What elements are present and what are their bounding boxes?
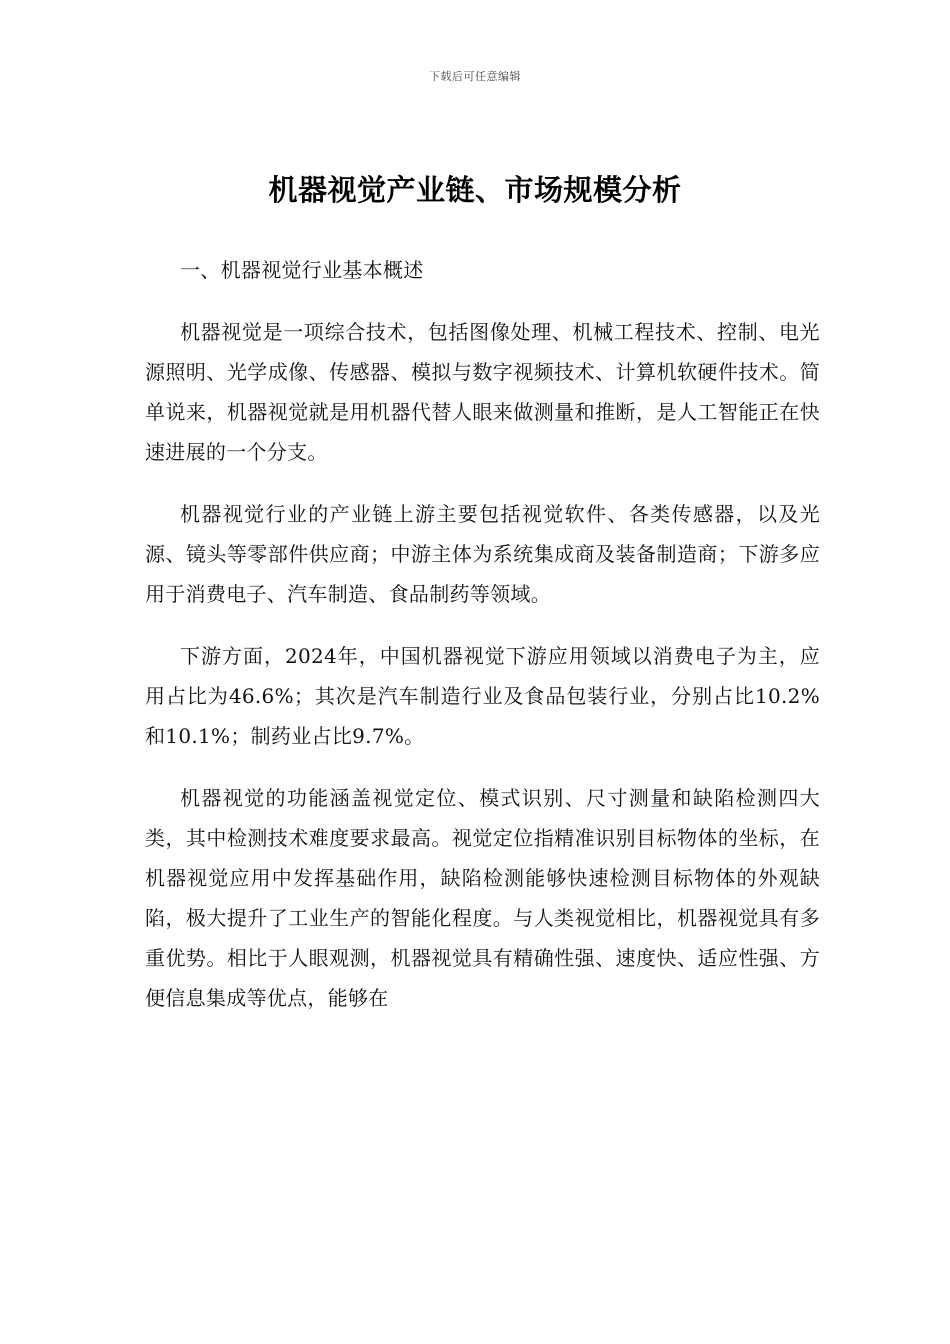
document-title: 机器视觉产业链、市场规模分析 bbox=[268, 173, 682, 207]
paragraph-overview: 机器视觉是一项综合技术，包括图像处理、机械工程技术、控制、电光源照明、光学成像、传感器、模拟与数字视频技术、计算机软硬件技术。简单说来，机器视觉就是用机器代替人眼来做测量和推断，是人工智能正在快速进展的一个分支。 bbox=[145, 320, 820, 464]
paragraph-downstream: 下游方面，2024年，中国机器视觉下游应用领域以消费电子为主，应用占比为46.6%；其次是汽车制造行业及食品包装行业，分别占比10.2%和10.1%；制药业占比9.7%。 bbox=[145, 644, 820, 748]
header-note: 下载后可任意编辑 bbox=[429, 70, 521, 83]
section-heading: 一、机器视觉行业基本概述 bbox=[180, 258, 424, 282]
paragraph-functions: 机器视觉的功能涵盖视觉定位、模式识别、尺寸测量和缺陷检测四大类，其中检测技术难度要求最高。视觉定位指精准识别目标物体的坐标，在机器视觉应用中发挥基础作用，缺陷检测能够快速检测目标物体的外观缺陷，极大提升了工业生产的智能化程度。与人类视觉相比，机器视觉具有多重优势。相比于人眼观测，机器视觉具有精确性强、速度快、适应性强、方便信息集成等优点，能够在 bbox=[145, 786, 820, 1010]
document-body bbox=[145, 250, 820, 1040]
paragraph-industry-chain: 机器视觉行业的产业链上游主要包括视觉软件、各类传感器，以及光源、镜头等零部件供应商；中游主体为系统集成商及装备制造商；下游多应用于消费电子、汽车制造、食品制药等领域。 bbox=[145, 502, 820, 606]
